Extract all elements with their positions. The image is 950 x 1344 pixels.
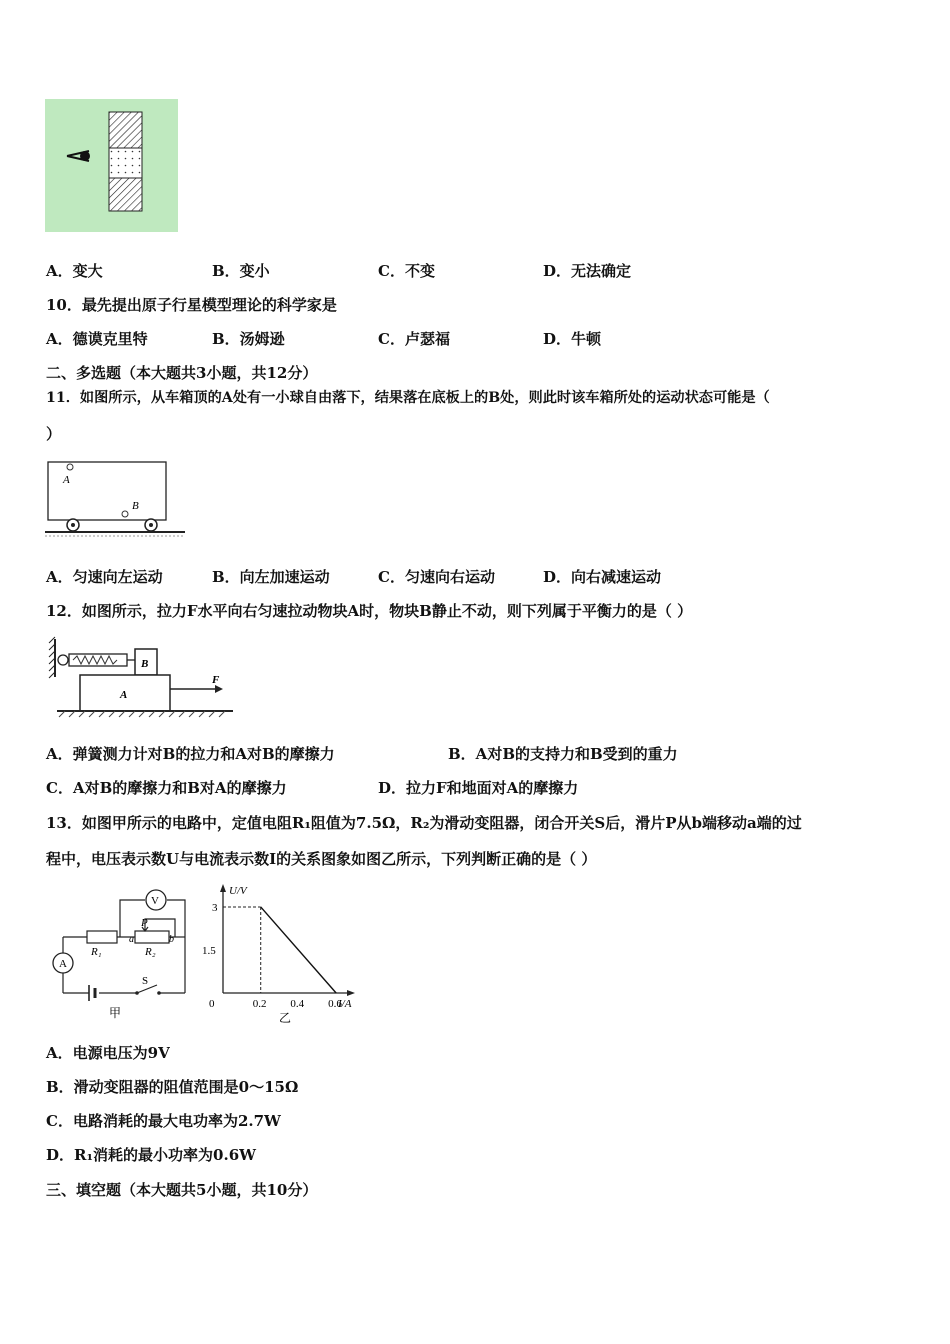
q12-option-a[interactable]: A．弹簧测力计对B的拉力和A对B的摩擦力 [46, 745, 335, 763]
q9-option-a[interactable]: A．变大 [46, 262, 103, 280]
q11-figure [45, 458, 185, 540]
q13-option-a[interactable]: A．电源电压为9V [46, 1044, 170, 1062]
chart-xlabel: I/A [338, 998, 352, 1010]
q11-label-b: B [132, 500, 139, 512]
q11-option-d[interactable]: D．向右减速运动 [543, 568, 662, 586]
x-tick-label: 0.4 [290, 998, 305, 1010]
q12-option-c[interactable]: C．A对B的摩擦力和B对A的摩擦力 [46, 779, 287, 797]
q10-option-a[interactable]: A．德谟克里特 [46, 330, 148, 348]
q13-r1-label: R₁ [91, 946, 102, 958]
q13-stem-line1: 13．如图甲所示的电路中，定值电阻R₁阻值为7.5Ω，R₂为滑动变阻器，闭合开关S后，滑片P从b端移动a端的过 [46, 814, 802, 832]
q13-option-b[interactable]: B．滑动变阻器的阻值范围是0～15Ω [46, 1078, 299, 1096]
q11-option-c[interactable]: C．匀速向右运动 [378, 568, 495, 586]
q12-option-d[interactable]: D．拉力F和地面对A的摩擦力 [378, 779, 579, 797]
q13-circuit-caption: 甲 [109, 1006, 122, 1020]
q11-stem-line2: ） [46, 425, 62, 443]
q12-label-f: F [212, 674, 220, 686]
series-line-0 [261, 907, 336, 993]
q9-option-c[interactable]: C．不变 [378, 262, 435, 280]
q12-figure [45, 633, 237, 725]
chart-caption: 乙 [279, 1011, 292, 1025]
q12-option-b[interactable]: B．A对B的支持力和B受到的重力 [448, 745, 678, 763]
y-tick-label: 3 [212, 901, 218, 914]
q10-option-b[interactable]: B．汤姆逊 [212, 330, 285, 348]
q13-end-a: a [129, 934, 134, 945]
x-tick-label: 0 [209, 998, 215, 1010]
q13-graph [195, 880, 365, 1025]
q11-stem-line1: 11．如图所示，从车箱顶的A处有一小球自由落下，结果落在底板上的B处，则此时该车箱所处的运动状态可能是（ [46, 390, 770, 406]
q9-figure [45, 99, 178, 232]
q12-label-b: B [141, 658, 149, 670]
section-3-title: 三、填空题（本大题共5小题，共10分） [46, 1181, 318, 1199]
q10-option-d[interactable]: D．牛顿 [543, 330, 602, 348]
q13-p-label: P [141, 917, 148, 929]
section-2-title: 二、多选题（本大题共3小题，共12分） [46, 364, 318, 382]
q13-end-b: b [169, 934, 174, 945]
q10-option-c[interactable]: C．卢瑟福 [378, 330, 450, 348]
q13-r2-label: R₂ [145, 946, 156, 958]
q13-voltmeter-label: V [151, 895, 159, 907]
q9-option-d[interactable]: D．无法确定 [543, 262, 632, 280]
q11-label-a: A [63, 474, 70, 486]
q13-ammeter-label: A [59, 958, 67, 970]
q12-label-a: A [120, 689, 128, 701]
x-tick-label: 0.6 [328, 998, 342, 1010]
q13-option-d[interactable]: D．R₁消耗的最小功率为0.6W [46, 1146, 256, 1164]
x-tick-label: 0.2 [252, 998, 267, 1010]
q9-option-b[interactable]: B．变小 [212, 262, 270, 280]
q13-switch-label: S [142, 975, 149, 987]
q13-circuit [45, 885, 190, 1023]
q12-stem: 12．如图所示，拉力F水平向右匀速拉动物块A时，物块B静止不动，则下列属于平衡力的是（ ） [46, 602, 693, 620]
q11-option-b[interactable]: B．向左加速运动 [212, 568, 330, 586]
q13-option-c[interactable]: C．电路消耗的最大电功率为2.7W [46, 1112, 281, 1130]
y-tick-label: 1.5 [202, 944, 216, 957]
chart-ylabel: U/V [229, 885, 247, 897]
q10-stem: 10．最先提出原子行星模型理论的科学家是 [46, 296, 337, 314]
q11-option-a[interactable]: A．匀速向左运动 [46, 568, 163, 586]
q13-stem-line2: 程中，电压表示数U与电流表示数I的关系图象如图乙所示，下列判断正确的是（ ） [46, 850, 597, 868]
